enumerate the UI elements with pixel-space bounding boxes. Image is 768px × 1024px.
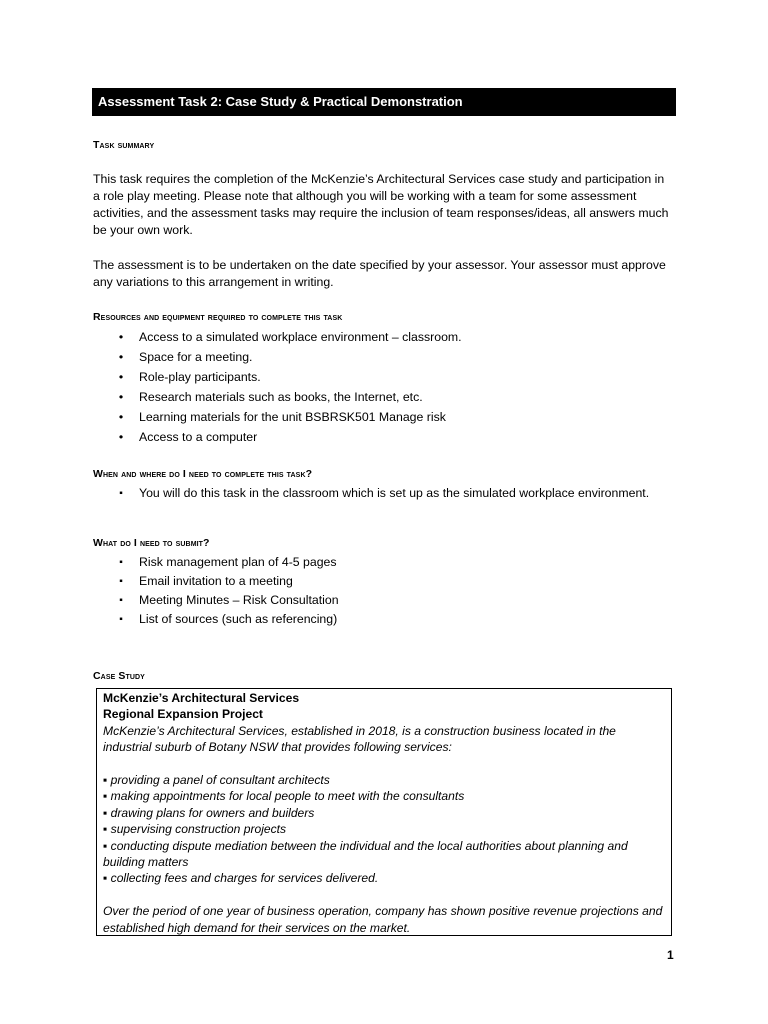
service-item: ▪ supervising construction projects (103, 822, 287, 837)
when-where-heading: When and where do I need to complete this task? (93, 468, 313, 480)
page-number: 1 (667, 948, 674, 962)
when-where-list (93, 486, 653, 505)
case-closing: Over the period of one year of business operation, company has shown positive revenue projections and established high demand for their services on the market. (103, 904, 663, 935)
bullet-icon: • (118, 410, 124, 424)
list-item: • Access to a computer (93, 427, 653, 447)
list-item: • Role-play participants. (93, 367, 653, 387)
service-item: ▪ conducting dispute mediation between the individual and the local authorities about planning and building matters (103, 838, 628, 870)
case-study-heading: Case Study (93, 670, 145, 682)
project-name: Regional Expansion Project (103, 707, 263, 722)
spacer (103, 887, 665, 903)
assessment-date-paragraph: The assessment is to be undertaken on the date specified by your assessor. Your assessor must approve any variations to this arrangement in writing. (93, 258, 666, 289)
assessment-title: Assessment Task 2: Case Study & Practical Demonstration (92, 88, 676, 116)
company-name: McKenzie’s Architectural Services (103, 691, 300, 705)
list-item: • Learning materials for the unit BSBRSK501 Manage risk (93, 407, 653, 427)
square-bullet-icon: ▪ (119, 595, 123, 606)
bullet-icon: • (118, 350, 124, 364)
square-bullet-icon: ▪ (119, 557, 123, 568)
bullet-icon: • (118, 370, 124, 384)
service-item: ▪ collecting fees and charges for services delivered. (103, 871, 379, 886)
square-bullet-icon: ▪ (119, 488, 123, 499)
spacer (103, 756, 665, 772)
list-item: ▪ List of sources (such as referencing) (93, 612, 653, 627)
list-item: ▪ You will do this task in the classroom which is set up as the simulated workplace environment. (93, 486, 653, 501)
list-item: • Research materials such as books, the Internet, etc. (93, 387, 653, 407)
list-item: ▪ Meeting Minutes – Risk Consultation (93, 593, 653, 608)
square-bullet-icon: ▪ (119, 614, 123, 625)
service-item: ▪ making appointments for local people to meet with the consultants (103, 789, 465, 804)
bullet-icon: • (118, 390, 124, 404)
case-study-box (96, 688, 672, 936)
resources-list (93, 327, 653, 447)
list-item: • Space for a meeting. (93, 347, 653, 367)
bullet-icon: • (118, 430, 124, 444)
resources-heading: Resources and equipment required to complete this task (93, 311, 343, 323)
service-item: ▪ providing a panel of consultant architects (103, 773, 330, 788)
list-item: ▪ Risk management plan of 4-5 pages (93, 555, 653, 570)
bullet-icon: • (118, 330, 124, 344)
case-intro: McKenzie’s Architectural Services, established in 2018, is a construction business located in the industrial suburb of Botany NSW that provides following services: (103, 723, 616, 755)
list-item: • Access to a simulated workplace environment – classroom. (93, 327, 653, 347)
submit-heading: What do I need to submit? (93, 537, 210, 549)
service-item: ▪ drawing plans for owners and builders (103, 805, 315, 820)
task-summary-heading: Task summary (93, 139, 155, 151)
square-bullet-icon: ▪ (119, 576, 123, 587)
submit-list (93, 555, 653, 631)
list-item: ▪ Email invitation to a meeting (93, 574, 653, 589)
task-summary-paragraph: This task requires the completion of the McKenzie’s Architectural Services case study and participation in a role play meeting. Please note that although you will be working with a team for some assessment activities, and the assessment tasks may require the inclusion of team responses/ideas, all answers much be your own work. (93, 172, 669, 237)
